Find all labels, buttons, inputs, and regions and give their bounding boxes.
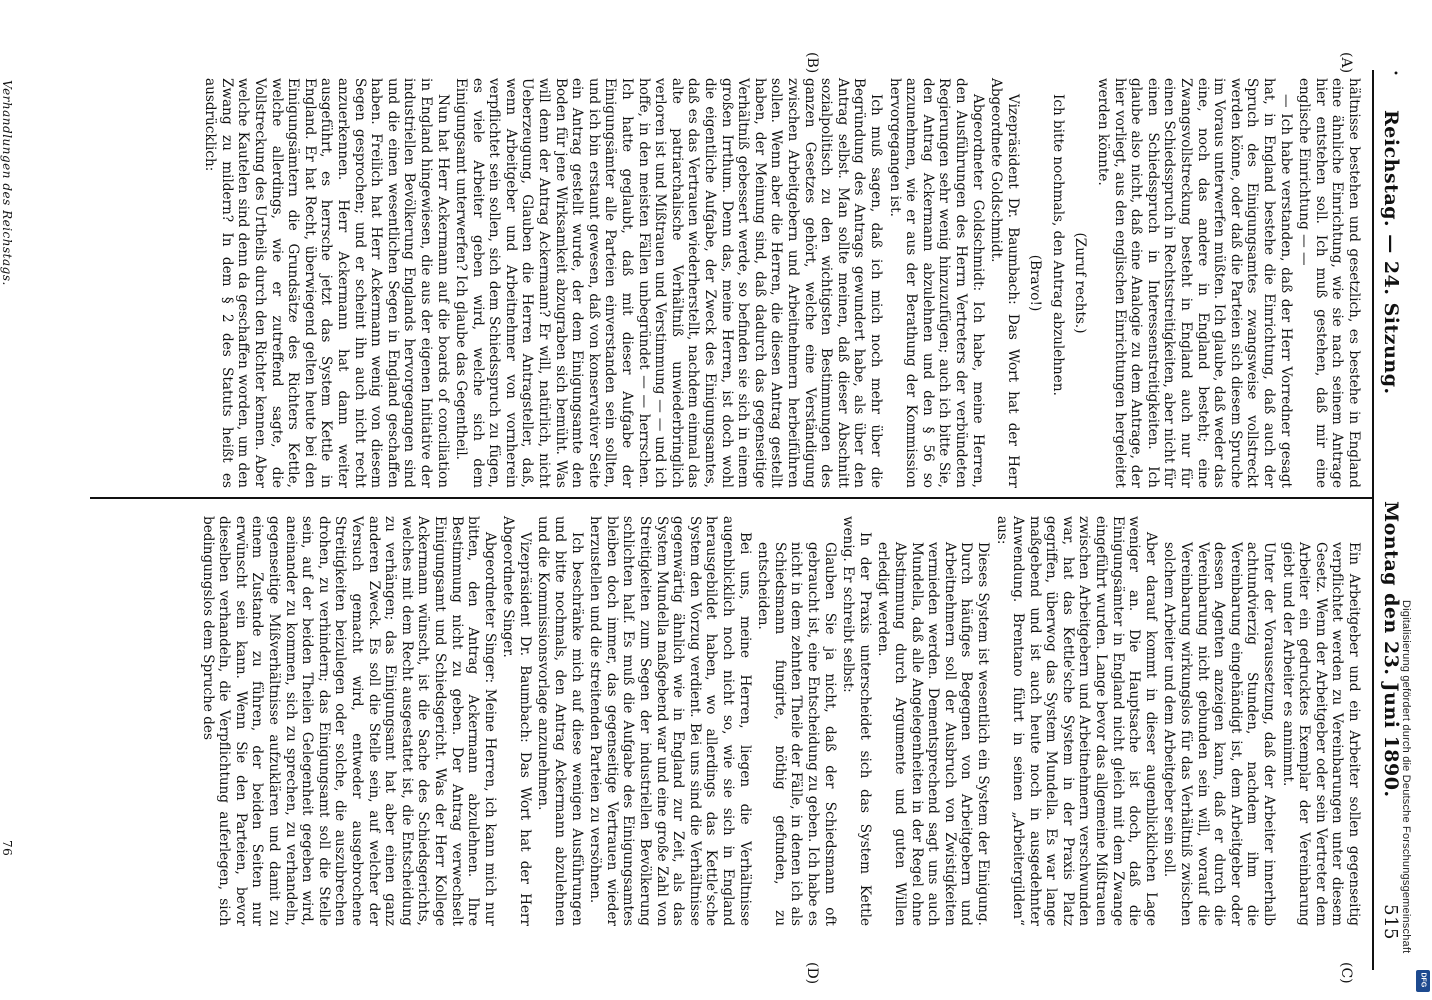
paragraph: Aber darauf kommt in dieser augenblicklichen Lage weniger an. Die Hauptsache ist doch, daß die Einigungsämter in England nicht gleich mit dem Zwange eingeführt wurden. Lange bevor das allgemeine Mißtrauen zwischen Arbeitgebern und Arbeitnehmern verschwunden war, hat das Kettle'sche System in der Praxis Platz gegriffen, überwog das System Mundella. Es war lange maßgebend und ist auch heute noch in ausgedehnter Anwendung. Brentano führt in seinen „Arbeitergilden“ aus:	[993, 516, 1159, 926]
paragraph: Ich muß sagen, daß ich mich noch mehr über die Begründung des Antrags gewundert habe, als über den Antrag selbst. Man sollte meinen, daß dieser Abschnitt sozialpolitisch zu den wichtigsten Bestimmungen des ganzen Gesetzes gehört, welche eine Verständigung zwischen Arbeitgebern und Arbeitnehmern herbeiführen sollen. Wenn aber die Herren, die diesen Antrag gestellt haben, der Meinung sind, daß dadurch das gegenseitige Verhältniß gebessert werde, so befinden sie sich in einem großen Irrthum. Denn das, meine Herren, ist doch wohl die eigentliche Aufgabe, der Zweck des Einigungsamtes, daß es das Vertrauen wiederherstellt, nachdem einmal das alte patriarchalische Verhältniß unwiederbringlich verloren ist und Mißtrauen und Verstimmung — — und ich hoffe, in den meisten Fällen unbegründet — — herrschen. Ich hatte geglaubt, daß mit dieser Aufgabe der Einigungsämter alle Parteien einverstanden sein sollten, und ich bin erstaunt gewesen, daß von konservativer Seite ein Antrag gestellt wurde, der dem Einigungsamte den Boden für jene Wirksamkeit abzugraben sich bemüht. Was will denn der Antrag Ackermann? Er will, natürlich, nicht Ueberzeugung, Glauben die Herren Antragsteller, daß, wenn Arbeitgeber und Arbeitnehmer von vornherein verpflichtet sein sollen, sich dem Schiedsspruch zu fügen, es viele Arbeiter geben wird, welche sich dem Einigungsamt unterwerfen? Ich glaube das Gegentheil.	[453, 78, 884, 488]
margin-marker-d: (D)	[804, 962, 820, 985]
footer-page-marker: 76	[0, 840, 14, 857]
speaker-paragraph: Vizepräsident Dr. Baumbach: Das Wort hat der Herr Abgeordnete Singer.	[500, 516, 533, 926]
interjection: (Zuruf rechts.)	[1072, 232, 1089, 334]
paragraph: hältnisse bestehen und gesetzlich, es bestehe in England eine ähnliche Einrichtung, wie sie nach seinem Antrage hier entstehen soll. Ich muß gestehen, daß mir eine englische Einrichtung — —	[1296, 78, 1362, 488]
speck-mark: •	[1389, 70, 1400, 76]
header-rule	[1372, 70, 1374, 970]
dfg-logo-label: DFG	[1419, 972, 1427, 988]
page-header	[1380, 110, 1402, 940]
margin-marker-b: (B)	[804, 52, 820, 74]
right-column	[197, 516, 1362, 926]
page-number: 515	[1380, 904, 1401, 940]
header-left-title: Reichstag. — 24. Sitzung.	[1380, 110, 1402, 395]
speaker-paragraph: Vizepräsident Dr. Baumbach: Das Wort hat der Herr Abgeordnete Goldschmidt.	[988, 78, 1021, 488]
paragraph: — Ich habe verstanden, daß der Herr Vorredner gesagt hat, in England bestehe die Einrichtung, daß auch der Spruch des Einigungsamtes zwangsweise vollstreckt werden könne, oder daß die Parteien sich diesem Spruche im Voraus unterwerfen müßten. Ich glaube, daß weder das eine, noch das andere in England besteht; eine Zwangsvollstreckung besteht in England auch nur für einen Schiedsspruch in Rechtsstreitigkeiten, aber nicht für einen Schiedsspruch in Interessenstreitigkeiten. Ich glaube also nicht, daß eine Analogie zu dem Antrage, der hier vorliegt, aus den englischen Einrichtungen hergeleitet werden könnte.	[1095, 78, 1294, 488]
digitization-note: Digitalisierung gefördert durch die Deutsche Forschungsgemeinschaft	[1400, 600, 1412, 954]
quotation: Dieses System ist wesentlich ein System der Einigung. Durch häufiges Begegnen von Arbeitgebern und Arbeitnehmern soll der Ausbruch von Zwistigkeiten vermieden werden. Dementsprechend sagt uns auch Mundella, daß alle Angelegenheiten in der Regel ohne Abstimmung durch Argumente und guten Willen erledigt werden.	[875, 542, 991, 926]
left-column	[200, 78, 1362, 488]
paragraph: Ich beschränke mich auf diese wenigen Ausführungen und bitte nochmals, den Antrag Ackermann abzulehnen und die Kommissionsvorlage anzunehmen.	[535, 516, 585, 926]
margin-marker-c: (C)	[1338, 962, 1354, 984]
paragraph: Bei uns, meine Herren, liegen die Verhältnisse augenblicklich noch nicht so, wie sie sich in England herausgebildet haben, wo allerdings das Kettle'sche System den Vorzug verdient. Bei uns sind die Verhältnisse gegenwärtig ähnlich wie in England zur Zeit, als das System Mundella maßgebend war und eine große Zahl von Streitigkeiten zum Segen der industriellen Bevölkerung schlichten half. Es muß die Aufgabe des Einigungsamtes bleiben doch immer, das gegenseitige Vertrauen wieder herzustellen und die streitenden Parteien zu versöhnen.	[587, 516, 753, 926]
margin-marker-a: (A)	[1338, 52, 1354, 74]
quotation: Unter der Voraussetzung, daß der Arbeiter innerhalb achtundvierzig Stunden, nachdem ihm die Vereinbarung eingehändigt ist, dem Arbeitgeber oder dessen Agenten anzeigen kann, daß er durch die Vereinbarung nicht gebunden sein will, worauf die Vereinbarung wirkungslos für das Verhältniß zwischen solchem Arbeiter und dem Arbeitgeber sein soll.	[1161, 542, 1278, 926]
paragraph: Ich bitte nochmals, den Antrag abzulehnen.	[1049, 94, 1066, 396]
paragraph: Nun hat Herr Ackermann auf die boards of conciliation in England hingewiesen, die aus der eigenen Initiative der industriellen Bevölkerung Englands hervorgegangen sind und die einen wesentlichen Segen in England geschaffen haben. Freilich hat Herr Ackermann wenig von diesem Segen gesprochen; und er scheint ihn auch nicht recht anzuerkennen. Herr Ackermann hat dann weiter ausgeführt, es herrsche jetzt das System Kettle in England. Er hat Recht, überwiegend gelten heute bei den Einigungsämtern die Grundsätze des Richters Kettle, welche allerdings, wie er zutreffend sagte, die Vollstreckung des Urtheils durch den Richter kennen. Aber welche Kautelen sind denn da geschaffen worden, um den Zwang zu mildern? In dem § 2 des Statuts heißt es ausdrücklich:	[202, 78, 451, 488]
footer-source: Verhandlungen des Reichstags.	[0, 80, 14, 286]
footer-note	[0, 80, 14, 857]
speaker-paragraph: Abgeordneter Goldschmidt: Ich habe, meine Herren, den Ausführungen des Herrn Vertreters der verbündeten Regierungen sehr wenig hinzuzufügen; auch ich bitte Sie, den Antrag Ackermann abzulehnen und den § 56 so anzunehmen, wie er aus der Berathung der Kommission hervorgegangen ist.	[886, 78, 986, 488]
interjection: (Bravo!)	[1027, 254, 1044, 312]
speaker-paragraph: Abgeordneter Singer: Meine Herren, ich kann mich nur bitten, den Antrag Ackermann abzulehnen. Ihre Bestimmung nicht zu geben. Der Antrag verwechselt Einigungsamt und Schiedsgericht. Was der Herr Kollege Ackermann wünscht, ist die Sache des Schiedsgerichts, welches mit dem Recht ausgestattet ist, die Entscheidung zu verhängen; das Einigungsamt hat aber einen ganz anderen Zweck. Es soll die Stelle sein, auf welcher der Versuch gemacht wird, entweder ausgebrochene Streitigkeiten beizulegen oder solche, die auszubrechen drohen, zu verhindern; das Einigungsamt soll die Stelle sein, auf der beiden Theilen Gelegenheit gegeben wird, aneinander zu kommen, sich zu sprechen, zu verhandeln, gegenseitige Mißverhältnisse aufzuklären und damit zu einem Zustande zu führen, der beiden Seiten nur erwünscht sein kann. Wenn Sie den Parteien, bevor dieselben verhandeln, die Verpflichtung auferlegen, sich bedingungslos dem Spruche des	[199, 516, 498, 926]
column-divider	[90, 497, 1372, 499]
paragraph: In der Praxis unterscheidet sich das System Kettle wenig. Er schreibt selbst:	[840, 516, 873, 926]
quotation: Ein Arbeitgeber und ein Arbeiter sollen gegenseitig verpflichtet werden zu Vereinbarungen unter diesem Gesetz. Wenn der Arbeitgeber oder sein Vertreter dem Arbeiter ein gedrucktes Exemplar der Vereinbarung giebt und der Arbeiter es annimmt.	[1279, 542, 1362, 926]
header-right-title: Montag den 23. Juni 1890.	[1380, 501, 1402, 798]
quotation: Glauben Sie ja nicht, daß der Schiedsmann oft gebraucht ist, eine Entscheidung zu geben. Ich habe es nicht in dem zehnten Theile der Fälle, in denen ich als Schiedsmann fungirte, nöthig gefunden, zu entscheiden.	[755, 542, 838, 926]
